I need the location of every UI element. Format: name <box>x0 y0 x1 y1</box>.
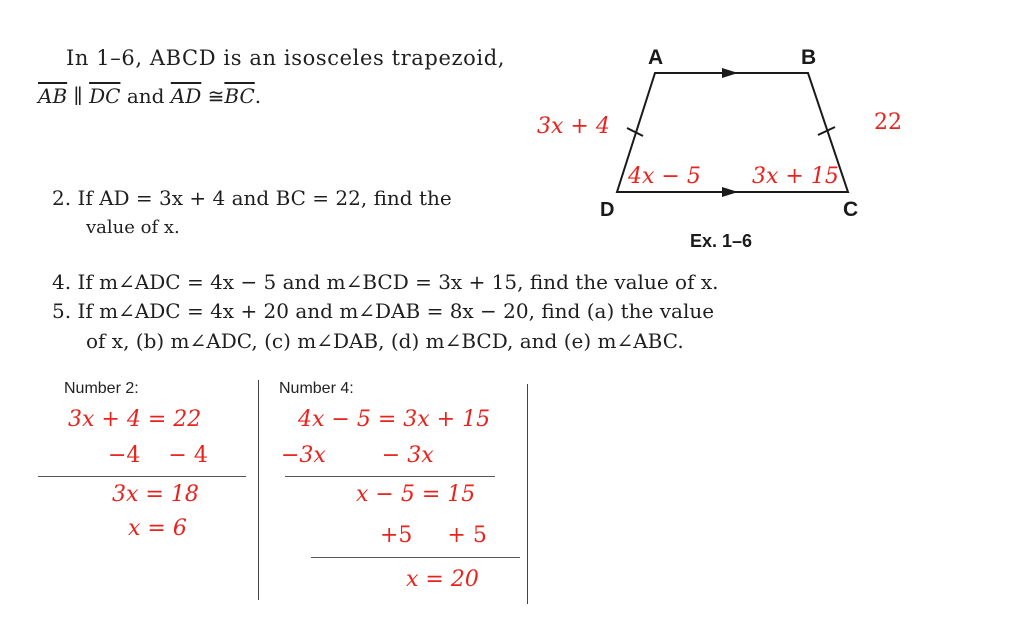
work-4-line-3: x − 5 = 15 <box>356 482 476 507</box>
segment-ab: $\overline{AB}$ <box>38 84 68 108</box>
work-4-divider-1 <box>285 476 495 477</box>
work-2-line-3: 3x = 18 <box>112 482 199 507</box>
work-4-line-4: +5 + 5 <box>380 523 487 548</box>
work-2-line-2: −4 − 4 <box>108 443 208 468</box>
arrow-dc <box>722 187 738 197</box>
congruent-symbol: ≅ <box>207 84 225 108</box>
figure-caption: Ex. 1–6 <box>690 231 753 251</box>
period: . <box>254 84 262 108</box>
work-2-heading: Number 2: <box>64 380 139 397</box>
question-2-line-2: value of x. <box>86 217 180 238</box>
work-4-line-5: x = 20 <box>406 567 479 592</box>
vertex-c-label: C <box>843 198 859 221</box>
segment-dc: $\overline{DC}$ <box>89 84 121 108</box>
arrow-ab <box>722 68 738 78</box>
vertex-d-label: D <box>600 199 615 221</box>
intro-line-1: In 1–6, ABCD is an isosceles trapezoid, <box>66 46 506 70</box>
work-4-divider-2 <box>311 557 520 558</box>
work-2-line-4: x = 6 <box>128 516 187 541</box>
annotation-bc-value: 22 <box>874 110 902 135</box>
work-4-heading: Number 4: <box>279 380 354 397</box>
segment-bc: $\overline{BC}$ <box>224 84 255 108</box>
annotation-ad-expression: 3x + 4 <box>537 114 610 139</box>
question-5-line-2: of x, (b) m∠ADC, (c) m∠DAB, (d) m∠BCD, and (e) m∠ABC. <box>86 329 684 353</box>
question-2-line-1: 2. If AD = 3x + 4 and BC = 22, find the <box>52 186 452 210</box>
annotation-angle-c: 3x + 15 <box>752 164 839 189</box>
segment-ad: $\overline{AD}$ <box>170 84 202 108</box>
question-4: 4. If m∠ADC = 4x − 5 and m∠BCD = 3x + 15, find the value of x. <box>52 270 719 294</box>
parallel-symbol: ∥ <box>73 84 83 108</box>
vertex-b-label: B <box>801 46 817 69</box>
and-word: and <box>126 84 165 108</box>
work-2-line-1: 3x + 4 = 22 <box>68 407 202 432</box>
column-divider-right <box>527 384 528 604</box>
column-divider-left <box>258 380 259 600</box>
work-2-divider <box>38 476 246 477</box>
work-4-line-1: 4x − 5 = 3x + 15 <box>298 407 491 432</box>
question-5-line-1: 5. If m∠ADC = 4x + 20 and m∠DAB = 8x − 20, find (a) the value <box>52 299 715 323</box>
annotation-angle-d: 4x − 5 <box>628 164 701 189</box>
vertex-a-label: A <box>648 46 664 69</box>
work-4-line-2: −3x − 3x <box>281 443 434 468</box>
